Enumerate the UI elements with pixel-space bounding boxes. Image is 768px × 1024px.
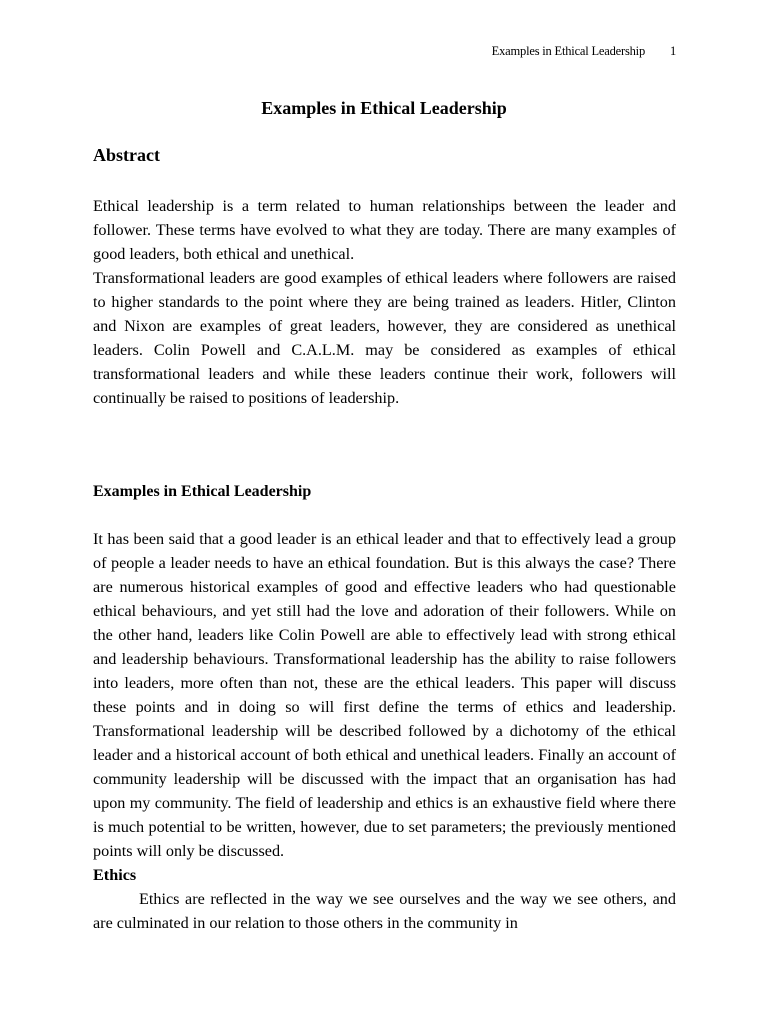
- ethics-paragraph: Ethics are reflected in the way we see ourselves and the way we see others, and are culminated in our relation to those others in the community in: [93, 890, 676, 932]
- document-title: Examples in Ethical Leadership: [261, 98, 507, 118]
- abstract-paragraph: Ethical leadership is a term related to human relationships between the leader and follower. These terms have evolved to what they are today. There are many examples of good leaders, both ethical and unethical.: [93, 197, 676, 263]
- section-paragraph: It has been said that a good leader is an ethical leader and that to effectively lead a group of people a leader needs to have an ethical foundation. But is this always the case? There are numerous historical examples of good and effective leaders who had questionable ethical behaviours, and yet still had the love and adoration of their followers. While on the other hand, leaders like Colin Powell are able to effectively lead with strong ethical and leadership behaviours. Transformational leadership has the ability to raise followers into leaders, more often than not, these are the ethical leaders. This paper will discuss these points and in doing so will first define the terms of ethics and leadership. Transformational leadership will be described followed by a dichotomy of the ethical leader and a historical account of both ethical and unethical leaders. Finally an account of community leadership will be discussed with the impact that an organisation has had upon my community. The field of leadership and ethics is an exhaustive field where there is much potential to be written, however, due to set parameters; the previously mentioned points will only be discussed.: [93, 530, 676, 860]
- abstract-body: [93, 194, 676, 410]
- running-header: [492, 44, 676, 59]
- running-header-title: Examples in Ethical Leadership: [491, 44, 645, 58]
- abstract-paragraph: Transformational leaders are good examples of ethical leaders where followers are raised to higher standards to the point where they are being trained as leaders. Hitler, Clinton and Nixon are examples of great leaders, however, they are considered as unethical leaders. Colin Powell and C.A.L.M. may be considered as examples of ethical transformational leaders and while these leaders continue their work, followers will continually be raised to positions of leadership.: [93, 269, 676, 407]
- ethics-heading: Ethics: [93, 866, 137, 884]
- section-body: [93, 527, 676, 935]
- abstract-heading: Abstract: [93, 145, 160, 165]
- section-heading: Examples in Ethical Leadership: [93, 483, 312, 500]
- page-number: 1: [669, 44, 676, 58]
